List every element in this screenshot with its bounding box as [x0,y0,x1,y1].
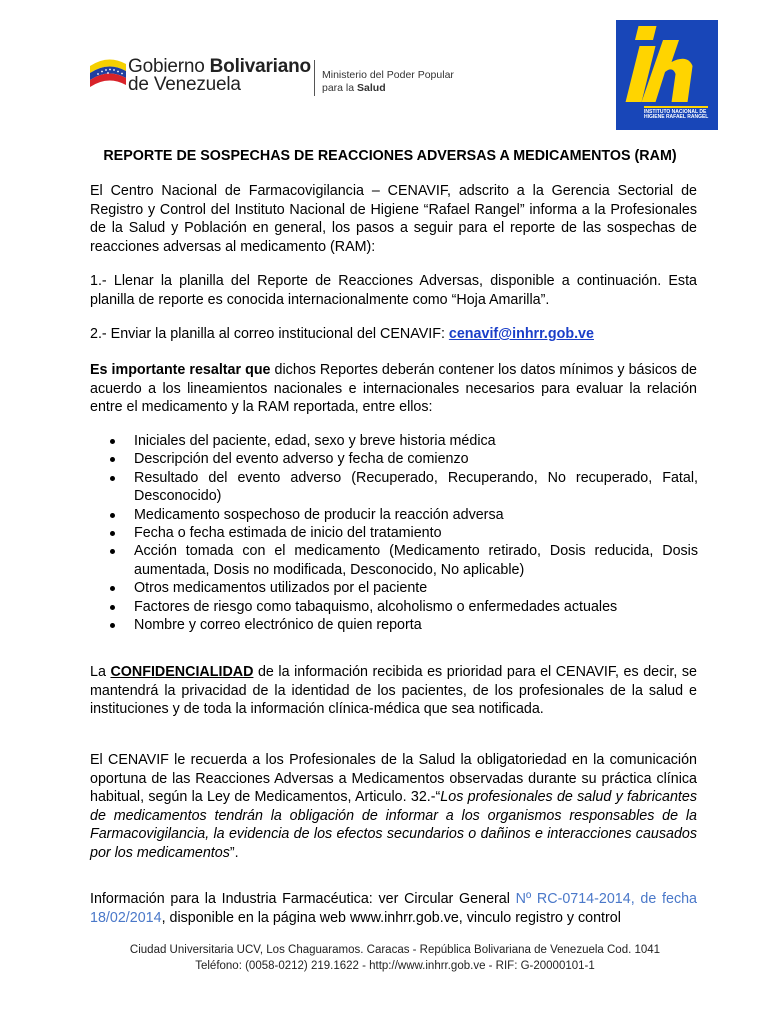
list-item: Medicamento sospechoso de producir la reacción adversa [108,506,698,524]
header-divider [314,60,315,96]
bullet-icon [110,549,115,554]
logo-subtext: INSTITUTO NACIONAL DE HIGIENE RAFAEL RANGEL [644,109,709,120]
industry-info-paragraph: Información para la Industria Farmacéutica: ver Circular General Nº RC-0714-2014, de fecha 18/02/2014, disponible en la página web www.inhrr.gob.ve, vinculo registro y control [90,891,697,926]
legal-reminder-paragraph: El CENAVIF le recuerda a los Profesionales de la Salud la obligatoriedad en la comunicación oportuna de las Reacciones Adversas a Medicamentos observadas durante su práctica clínica habitual, según la Ley de Medicamentos, Articulo. 32.-“Los profesionales de salud y fabricantes de medicamentos tendrán la obligación de informar a los organismos responsables de la Farmacovigilancia, la evidencia de los efectos secundarios o dañinos e interacciones causados por los medicamentos”. [90,752,697,861]
requirements-list [108,432,698,634]
list-item: Resultado del evento adverso (Recuperado, Recuperando, No recuperado, Fatal, Desconocido) [108,469,698,506]
cenavif-email-link[interactable]: cenavif@inhrr.gob.ve [448,326,594,342]
bullet-icon [110,605,115,610]
list-item: Factores de riesgo como tabaquismo, alcoholismo o enfermedades actuales [108,598,698,616]
requirements-paragraph: Es importante resaltar que dichos Reportes deberán contener los datos mínimos y básicos de acuerdo a los lineamientos nacionales e internacionales necesarios para evaluar la relación entre el medicamento y la RAM reportada, entre ellos: [90,362,697,416]
letterhead [0,0,768,140]
bullet-icon [110,531,115,536]
list-item: Acción tomada con el medicamento (Medicamento retirado, Dosis reducida, Dosis aumentada, Dosis no modificada, Desconocido, No aplicable) [108,542,698,579]
ministry-name: Ministerio del Poder Popular para la Salud [322,69,454,94]
list-item: Iniciales del paciente, edad, sexo y breve historia médica [108,432,698,450]
confidentiality-paragraph: La CONFIDENCIALIDAD de la información recibida es prioridad para el CENAVIF, es decir, se mantendrá la privacidad de la identidad de los pacientes, de los profesionales de la salud e instituciones y de toda la información clínica-médica que sea notificada. [90,664,698,718]
list-item: Fecha o fecha estimada de inicio del tratamiento [108,524,698,542]
venezuela-flag-icon [88,56,128,95]
list-item: Nombre y correo electrónico de quien reporta [108,616,698,634]
document-title: REPORTE DE SOSPECHAS DE REACCIONES ADVERSAS A MEDICAMENTOS (RAM) [103,148,677,164]
list-item: Otros medicamentos utilizados por el paciente [108,579,698,597]
bullet-icon [110,457,115,462]
step-1-paragraph: 1.- Llenar la planilla del Reporte de Reacciones Adversas, disponible a continuación. Esta planilla de reporte es conocida internacionalmente como “Hoja Amarilla”. [90,273,697,308]
inhrr-logo [616,20,718,130]
step-2-paragraph: 2.- Enviar la planilla al correo institucional del CENAVIF: cenavif@inhrr.gob.ve [90,326,594,342]
bullet-icon [110,586,115,591]
government-name: Gobierno Bolivariano de Venezuela [128,56,311,95]
footer-address: Ciudad Universitaria UCV, Los Chaguaramos. Caracas - República Bolivariana de Venezuela Cod. 1041 [129,944,661,956]
bullet-icon [110,476,115,481]
intro-paragraph: El Centro Nacional de Farmacovigilancia – CENAVIF, adscrito a la Gerencia Sectorial de Registro y Control del Instituto Nacional de Higiene “Rafael Rangel” informa a la Profesionales de la Salud y Población en general, los pasos a seguir para el reporte de las sospechas de reacciones adversas al medicamento (RAM): [90,183,697,255]
footer [90,942,700,974]
bullet-icon [110,623,115,628]
bullet-icon [110,439,115,444]
list-item: Descripción del evento adverso y fecha de comienzo [108,450,698,468]
bullet-icon [110,513,115,518]
footer-contact: Teléfono: (0058-0212) 219.1622 - http://www.inhrr.gob.ve - RIF: G-20000101-1 [195,960,595,972]
circular-reference-link[interactable]: Nº RC-0714-2014, de fecha 18/02/2014 [90,891,697,926]
